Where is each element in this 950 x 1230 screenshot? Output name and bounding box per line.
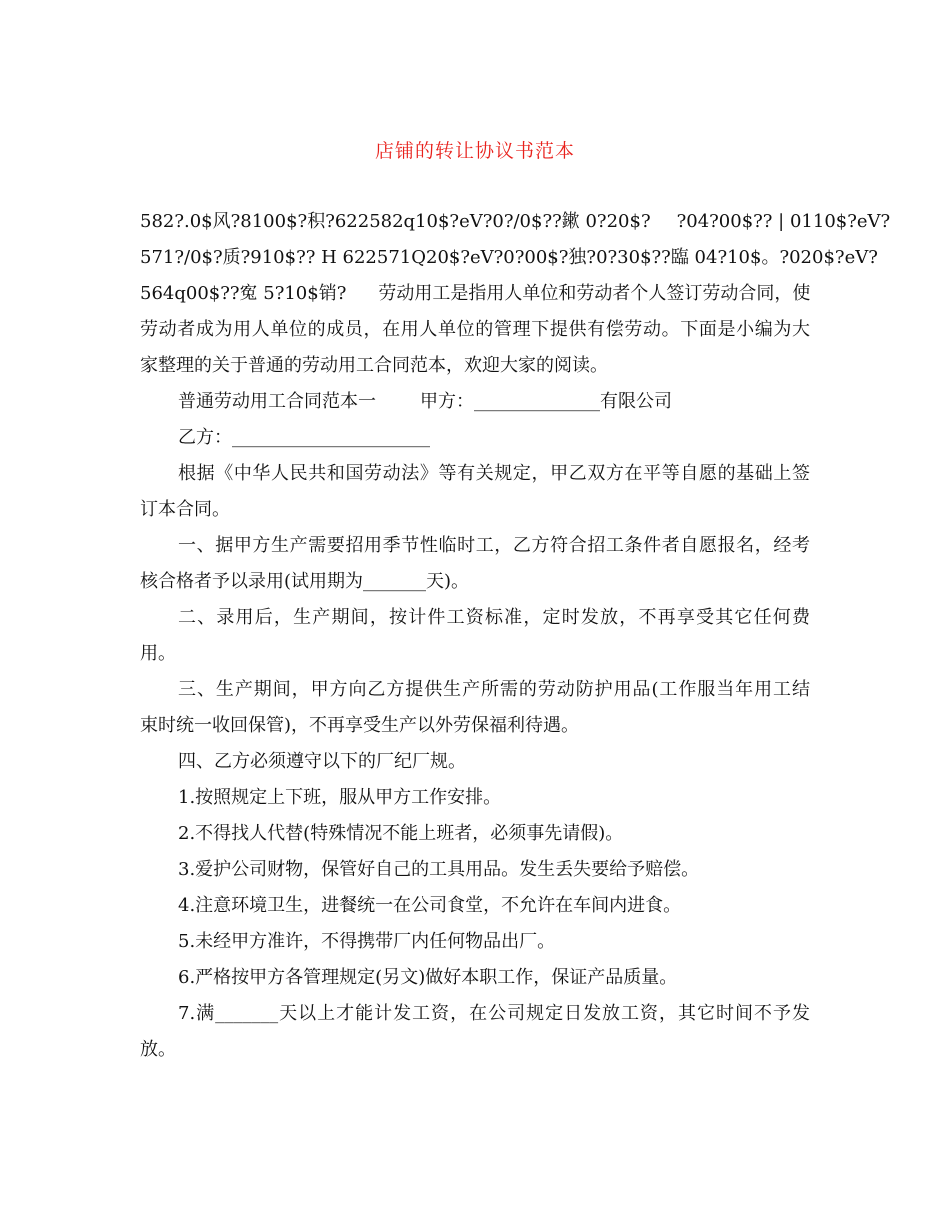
garbled-line-2	[140, 240, 878, 276]
clause-3-cont: 束时统一收回保管)，不再享受生产以外劳保福利待遇。	[140, 715, 580, 736]
document-body	[140, 204, 891, 1068]
clause-2: 二、录用后，生产期间，按计件工资标准，定时发放，不再享受其它任何费	[178, 607, 810, 628]
clause-4: 四、乙方必须遵守以下的厂纪厂规。	[178, 751, 466, 772]
rule-3: 3.爱护公司财物，保管好自己的工具用品。发生丢失要给予赔偿。	[178, 859, 700, 880]
rule-7: 7.满_______天以上才能计发工资，在公司规定日发放工资，其它时间不予发	[178, 1003, 810, 1024]
clause-1-cont: 核合格者予以录用(试用期为_______天)。	[140, 571, 470, 592]
rule-2: 2.不得找人代替(特殊情况不能上班者，必须事先请假)。	[178, 823, 624, 844]
paragraph: 根据《中华人民共和国劳动法》等有关规定，甲乙双方在平等自愿的基础上签	[178, 463, 810, 484]
garbled-line-1	[140, 204, 891, 240]
rule-7-cont: 放。	[140, 1039, 176, 1060]
garbled-text: ?04?00$?? | 0110$?eV?	[676, 211, 891, 232]
garbled-text: 582?.0$风?8100$?积?622582q10$?eV?0?/0$??鏉 0?20$?	[140, 211, 651, 232]
paragraph-cont: 订本合同。	[140, 499, 230, 520]
document-title: 店铺的转让协议书范本	[374, 140, 575, 162]
intro-text: 劳动用工是指用人单位和劳动者个人签订劳动合同，使	[378, 283, 811, 304]
clause-1: 一、据甲方生产需要招用季节性临时工，乙方符合招工条件者自愿报名，经考	[178, 535, 810, 556]
garbled-text: 564q00$??寃 5?10$销?	[140, 283, 347, 304]
intro-line: 劳动者成为用人单位的成员，在用人单位的管理下提供有偿劳动。下面是小编为大	[140, 319, 810, 340]
contract-heading: 普通劳动用工合同范本一	[178, 391, 376, 412]
party-b-field: 乙方：______________________	[178, 427, 430, 448]
clause-2-cont: 用。	[140, 643, 176, 664]
rule-5: 5.未经甲方准许，不得携带厂内任何物品出厂。	[178, 931, 556, 952]
rule-6: 6.严格按甲方各管理规定(另文)做好本职工作，保证产品质量。	[178, 967, 678, 988]
intro-line: 家整理的关于普通的劳动用工合同范本，欢迎大家的阅读。	[140, 355, 608, 376]
garbled-text: 571?/0$?质?910$?? H 622571Q20$?eV?0?00$?独?0?30$??臨 04?10$。?020$?eV?	[140, 247, 878, 268]
rule-4: 4.注意环境卫生，进餐统一在公司食堂，不允许在车间内进食。	[178, 895, 682, 916]
rule-1: 1.按照规定上下班，服从甲方工作安排。	[178, 787, 502, 808]
party-a-field: 甲方：______________有限公司	[420, 391, 672, 412]
clause-3: 三、生产期间，甲方向乙方提供生产所需的劳动防护用品(工作服当年用工结	[178, 679, 810, 700]
garbled-line-3	[140, 276, 810, 312]
contract-heading-line	[140, 384, 810, 420]
